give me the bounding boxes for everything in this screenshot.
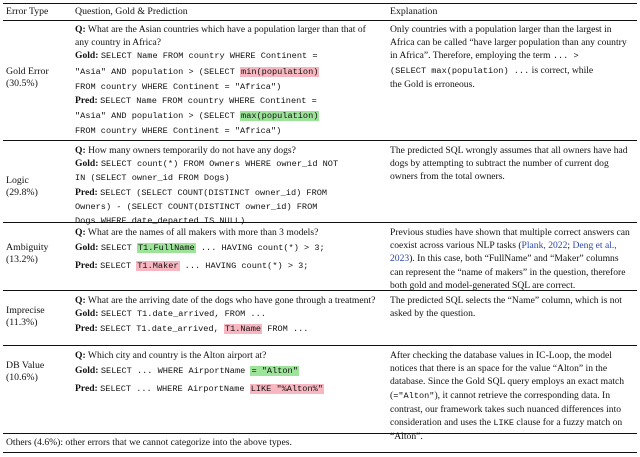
row-imprecise-type: Imprecise (11.3%)	[6, 305, 45, 329]
question-text: What are the Asian countries which have a population larger than that of	[87, 24, 366, 35]
header-explanation: Explanation	[390, 6, 438, 17]
header-question: Question, Gold & Prediction	[75, 6, 188, 17]
pred-highlight-name: T1.Name	[224, 324, 262, 335]
row-gold-error-content: Q: What are the Asian countries which have a population larger than that of any country in Africa? Gold: SELECT Name FROM country WHERE Continent = "Asia" AND population > (SELECT min(population) FROM country WHERE Continent = "Africa") Pred: SELECT Name FROM country WHERE Continent = "Asia" AND population > (SELECT max(population) FROM country WHERE Continent = "Africa")	[75, 24, 366, 137]
gold-sql: SELECT count(*) FROM Owners WHERE owner_id NOT	[100, 159, 339, 170]
question-text: How many owners temporarily do not have any dogs?	[88, 145, 296, 156]
gold-highlight-fullname: T1.FullName	[137, 243, 195, 254]
pred-highlight-like: LIKE "%Alton%"	[250, 384, 323, 395]
row-ambiguity-content: Q: What are the names of all makers with more than 3 models? Gold: SELECT T1.FullName ... HAVING count(*) > 3; Pred: SELECT T1.Maker ... HAVING count(*) > 3;	[75, 227, 325, 272]
row-ambiguity-explanation: Previous studies have shown that multiple correct answers can coexist across various NLP tasks (Plank, 2022; Deng et al., 2023). In this case, both “FullName” and “Maker” columns can represent the “name of makers” in the question, therefore both gold and model-generated SQL are correct.	[390, 227, 630, 291]
header-rule	[3, 20, 637, 21]
row-db-value-content: Q: Which city and country is the Alton airport at? Gold: SELECT ... WHERE AirportName = "Alton" Pred: SELECT ... WHERE AirportName LIKE "%Alton%"	[75, 350, 323, 395]
row-ambiguity-type: Ambiguity (13.2%)	[6, 242, 49, 266]
table-top-rule	[3, 3, 637, 4]
citation-link[interactable]: Deng et al.,	[572, 240, 617, 252]
gold-highlight-exact: = "Alton"	[251, 366, 298, 377]
citation-link[interactable]: Plank, 2022	[521, 240, 568, 252]
row-gold-error-explanation: Only countries with a population larger than the largest in Africa can be called “have larger population than any country in Africa”. Therefore, employing the term ... > (SELECT max(population) ... is correct, while the Gold is erroneous.	[390, 24, 627, 90]
citation-link[interactable]: 2023	[390, 253, 410, 265]
row-db-value-explanation: After checking the database values in IC-Loop, the model notices that there is an space for the value “Alton” in the database. Since the Gold SQL query employs an exact match (="Alton"), it cannot retrieve the corresponding data. In contrast, our framework takes such nuanced differences into consideration and uses the LIKE clause for a fuzzy match on “Alton”.	[390, 350, 625, 443]
row-imprecise-content: Q: What are the arriving date of the dogs who have gone through a treatment? Gold: SELECT T1.date_arrived, FROM ... Pred: SELECT T1.date_arrived, T1.Name FROM ...	[75, 295, 376, 335]
row-imprecise-explanation: The predicted SQL selects the “Name” column, which is not asked by the question.	[390, 295, 622, 320]
pred-highlight-max: max(population)	[241, 111, 319, 122]
row-logic-content: Q: How many owners temporarily do not have any dogs? Gold: SELECT count(*) FROM Owners WHERE owner_id NOT IN (SELECT owner_id FROM Dogs) Pred: SELECT (SELECT COUNT(DISTINCT owner_id) FROM Owners) - (SELECT COUNT(DISTINCT owner_id) FROM Dogs WHERE date_departed IS NULL)	[75, 145, 339, 227]
pred-sql: SELECT (SELECT COUNT(DISTINCT owner_id) FROM	[100, 187, 328, 198]
pred-sql: SELECT Name FROM country WHERE Continent =	[100, 95, 317, 106]
row-rule-4	[3, 345, 637, 346]
row-rule-1	[3, 140, 637, 141]
row-logic-type: Logic (29.8%)	[6, 175, 38, 199]
gold-sql: SELECT T1.date_arrived, FROM ...	[100, 309, 266, 320]
others-row: Others (4.6%): other errors that we cannot categorize into the above types.	[6, 437, 292, 448]
row-gold-error-type: Gold Error (30.5%)	[6, 66, 49, 90]
pred-highlight-maker: T1.Maker	[137, 261, 179, 272]
header-error-type: Error Type	[6, 6, 49, 17]
gold-highlight-min: min(population)	[241, 66, 319, 77]
gold-sql: SELECT Name FROM country WHERE Continent =	[100, 51, 318, 62]
question-text: What are the arriving date of the dogs who have gone through a treatment?	[87, 295, 376, 306]
question-text: What are the names of all makers with more than 3 models?	[87, 227, 319, 238]
table-bottom-rule	[3, 452, 637, 453]
row-db-value-type: DB Value (10.6%)	[6, 360, 45, 384]
question-text: Which city and country is the Alton airport at?	[87, 350, 267, 361]
row-logic-explanation: The predicted SQL wrongly assumes that all owners have had dogs by attempting to subtract the number of current dog owners from the total owners.	[390, 145, 628, 183]
